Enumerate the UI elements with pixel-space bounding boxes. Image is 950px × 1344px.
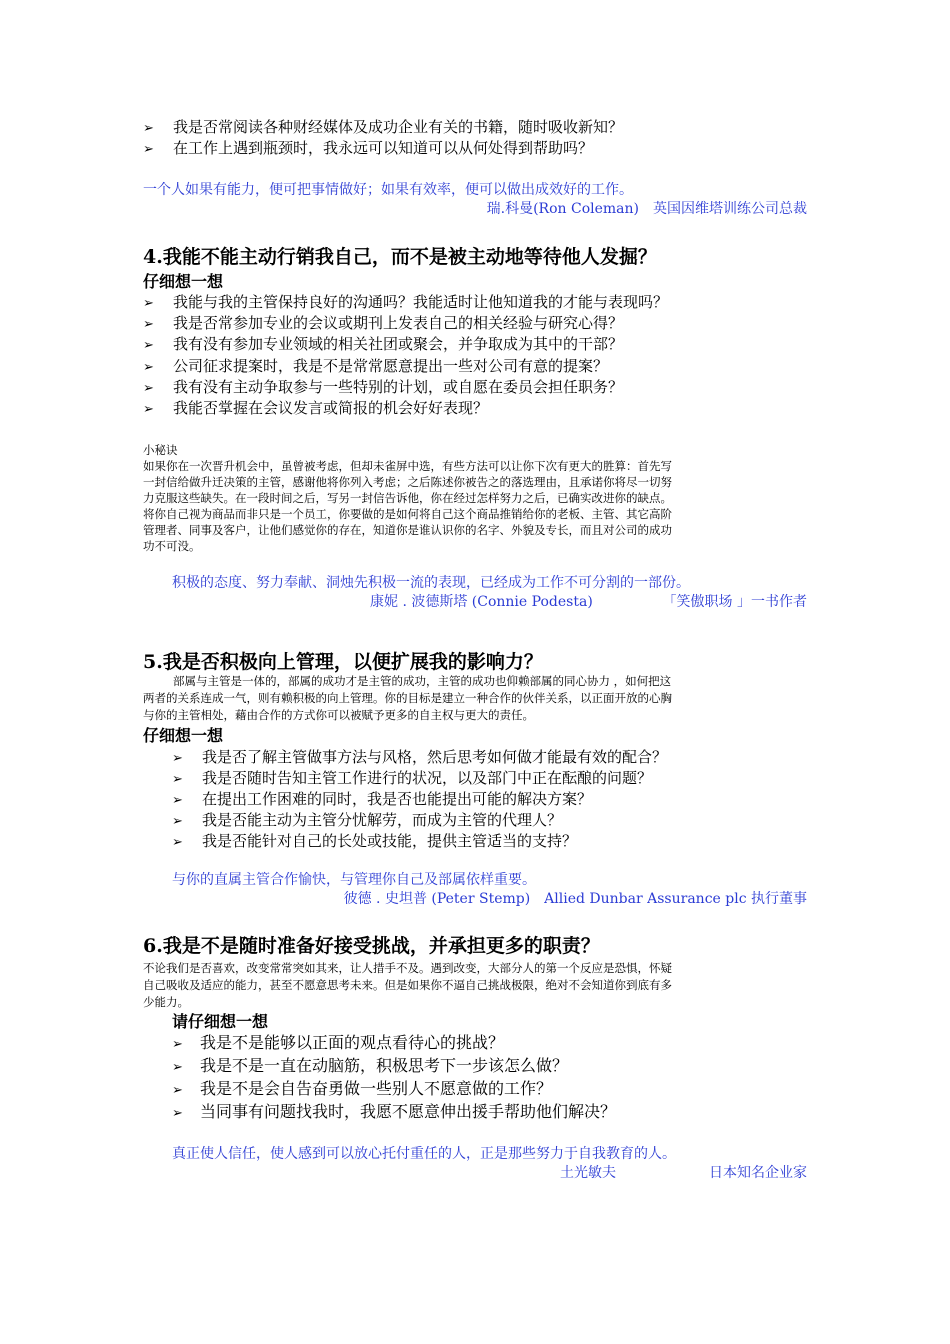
arrow-bullet-icon: ➢ <box>172 772 183 787</box>
quote-attribution: 彼德 . 史坦普 (Peter Stemp) Allied Dunbar Assurance plc 执行董事 <box>343 891 807 907</box>
list-item: ➢ 我有没有主动争取参与一些特别的计划，或自愿在委员会担任职务？ <box>143 377 623 399</box>
quote-attribution-name: 土光敏夫 <box>560 1165 616 1181</box>
quote-text: 与你的直属主管合作愉快，与管理你自己及部属依样重要。 <box>172 872 536 888</box>
list-item: ➢ 我能否掌握在会议发言或简报的机会好好表现？ <box>143 398 488 420</box>
intro-line: 两者的关系连成一气，则有赖积极的向上管理。你的目标是建立一种合作的伙伴关系，以正面开放的心胸 <box>143 691 672 705</box>
arrow-bullet-icon: ➢ <box>143 402 154 417</box>
arrow-bullet-icon: ➢ <box>172 1106 183 1121</box>
list-item: ➢ 在提出工作困难的同时，我是否也能提出可能的解决方案？ <box>172 789 592 811</box>
quote-attribution: 瑞.科曼(Ron Coleman) 英国因维塔训练公司总裁 <box>486 201 807 217</box>
arrow-bullet-icon: ➢ <box>143 338 154 353</box>
section-heading: 4.我能不能主动行销我自己，而不是被主动地等待他人发掘？ <box>143 246 657 268</box>
arrow-bullet-icon: ➢ <box>143 121 154 136</box>
list-item: ➢ 我有没有参加专业领域的相关社团或聚会，并争取成为其中的干部？ <box>143 334 623 356</box>
quote-attribution-name: 康妮 . 波德斯塔 (Connie Podesta) <box>370 594 593 610</box>
arrow-bullet-icon: ➢ <box>172 1083 183 1098</box>
tip-line: 功不可没。 <box>143 539 201 553</box>
list-item: ➢ 我能与我的主管保持良好的沟通吗？我能适时让他知道我的才能与表现吗？ <box>143 292 668 314</box>
tip-line: 力克服这些缺失。在一段时间之后，写另一封信告诉他，你在经过怎样努力之后，已确实改进你的缺点。 <box>143 491 672 505</box>
quote-attribution-title: 「笑傲职场 」一书作者 <box>662 594 807 610</box>
list-item: ➢ 我是否常参加专业的会议或期刊上发表自己的相关经验与研究心得？ <box>143 313 623 335</box>
section-heading: 5.我是否积极向上管理，以便扩展我的影响力？ <box>143 651 543 673</box>
intro-line: 不论我们是否喜欢，改变常常突如其来，让人措手不及。遇到改变，大部分人的第一个反应是恐惧，怀疑 <box>143 961 672 975</box>
intro-line: 少能力。 <box>143 995 189 1009</box>
list-item: ➢ 我是不是一直在动脑筋，积极思考下一步该怎么做？ <box>172 1055 568 1079</box>
intro-line: 自己吸收及适应的能力，甚至不愿意思考未来。但是如果你不逼自己挑战极限，绝对不会知道你到底有多 <box>143 978 672 992</box>
tip-line: 如果你在一次晋升机会中，虽曾被考虑，但却未雀屏中选，有些方法可以让你下次有更大的胜算：首先写 <box>143 459 672 473</box>
tip-line: 将你自己视为商品而非只是一个员工，你要做的是如何将自己这个商品推销给你的老板、主管、其它高阶 <box>143 507 672 521</box>
list-item: ➢ 我是否能针对自己的长处或技能，提供主管适当的支持？ <box>172 831 577 853</box>
section-heading: 6.我是不是随时准备好接受挑战，并承担更多的职责？ <box>143 935 600 957</box>
arrow-bullet-icon: ➢ <box>143 381 154 396</box>
arrow-bullet-icon: ➢ <box>143 296 154 311</box>
list-item: ➢ 在工作上遇到瓶颈时，我永远可以知道可以从何处得到帮助吗？ <box>143 138 593 160</box>
arrow-bullet-icon: ➢ <box>172 793 183 808</box>
list-item: ➢ 当同事有问题找我时，我愿不愿意伸出援手帮助他们解决？ <box>172 1101 616 1125</box>
list-item: ➢ 我是否能主动为主管分忧解劳，而成为主管的代理人？ <box>172 810 562 832</box>
tip-line: 管理者、同事及客户，让他们感觉你的存在，知道你是谁认识你的名字、外貌及专长，而且对公司的成功 <box>143 523 672 537</box>
section-subheading: 仔细想一想 <box>143 726 224 745</box>
quote-text: 积极的态度、努力奉献、洞烛先积极一流的表现，已经成为工作不可分割的一部份。 <box>172 575 690 591</box>
list-item: ➢ 我是不是能够以正面的观点看待心的挑战？ <box>172 1032 504 1056</box>
list-item: ➢ 公司征求提案时，我是不是常常愿意提出一些对公司有意的提案？ <box>143 356 608 378</box>
list-item: ➢ 我是否随时告知主管工作进行的状况，以及部门中正在酝酿的问题？ <box>172 768 652 790</box>
section-subheading: 请仔细想一想 <box>172 1012 269 1031</box>
arrow-bullet-icon: ➢ <box>143 360 154 375</box>
tip-line: 一封信给做升迁决策的主管，感谢他将你列入考虑；之后陈述你被告之的落选理由，且承诺你将尽一切努 <box>143 475 672 489</box>
arrow-bullet-icon: ➢ <box>172 1037 183 1052</box>
quote-text: 一个人如果有能力，便可把事情做好；如果有效率，便可以做出成效好的工作。 <box>143 182 633 198</box>
arrow-bullet-icon: ➢ <box>143 142 154 157</box>
list-item: ➢ 我是不是会自告奋勇做一些别人不愿意做的工作？ <box>172 1078 552 1102</box>
intro-line: 与你的主管相处，藉由合作的方式你可以被赋予更多的自主权与更大的责任。 <box>143 708 534 722</box>
arrow-bullet-icon: ➢ <box>172 814 183 829</box>
arrow-bullet-icon: ➢ <box>143 317 154 332</box>
arrow-bullet-icon: ➢ <box>172 751 183 766</box>
tip-title: 小秘诀 <box>143 443 178 457</box>
arrow-bullet-icon: ➢ <box>172 835 183 850</box>
section-subheading: 仔细想一想 <box>143 272 224 291</box>
intro-line: 部属与主管是一体的，部属的成功才是主管的成功，主管的成功也仰赖部属的同心协力 ，如何把这 <box>173 674 672 688</box>
quote-text: 真正使人信任，使人感到可以放心托付重任的人，正是那些努力于自我教育的人。 <box>172 1146 676 1162</box>
quote-attribution-title: 日本知名企业家 <box>709 1165 807 1181</box>
list-item: ➢ 我是否了解主管做事方法与风格，然后思考如何做才能最有效的配合？ <box>172 747 667 769</box>
list-item: ➢ 我是否常阅读各种财经媒体及成功企业有关的书籍，随时吸收新知？ <box>143 117 623 139</box>
arrow-bullet-icon: ➢ <box>172 1060 183 1075</box>
